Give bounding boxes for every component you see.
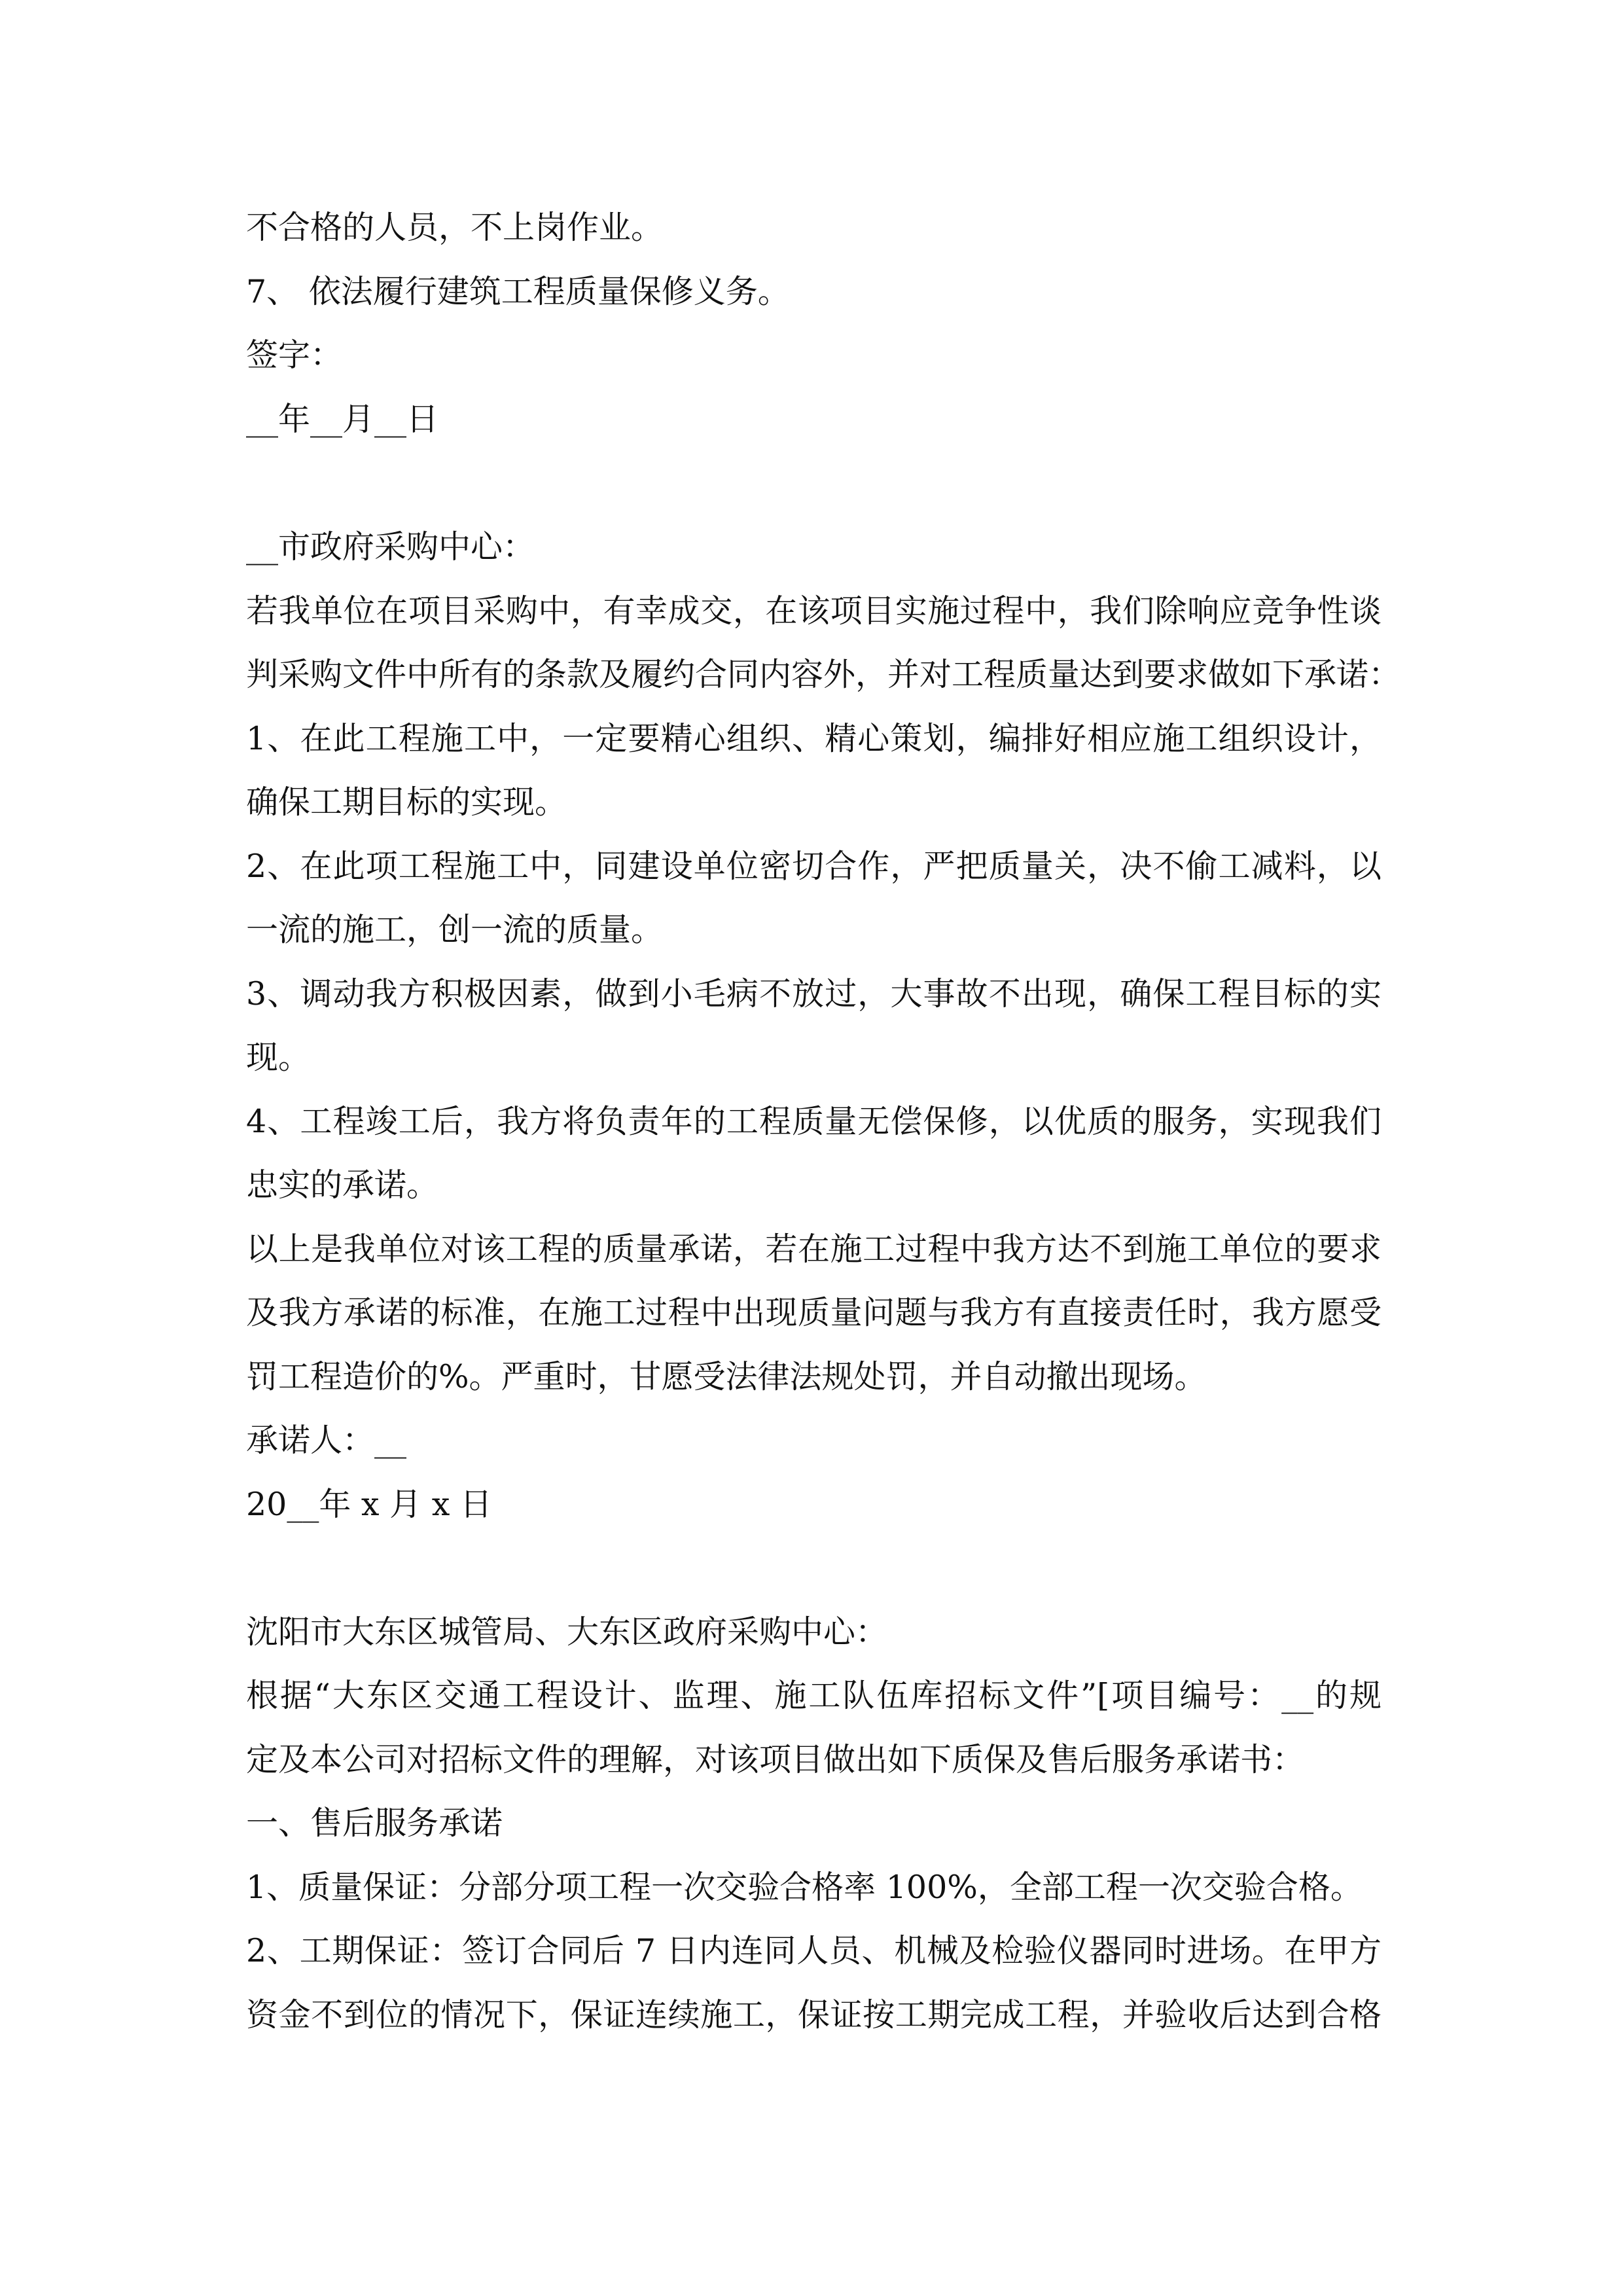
text-line-11: 一流的施工，创一流的质量。 [246,911,664,948]
text-line-17: 及我方承诺的标准，在施工过程中出现质量问题与我方有直接责任时，我方愿受 [246,1294,1382,1331]
text-line-24: 一、售后服务承诺 [246,1804,503,1842]
text-line-2: 7、 依法履行建筑工程质量保修义务。 [246,273,790,310]
text-line-5: __市政府采购中心： [246,528,535,565]
text-line-10: 2、在此项工程施工中，同建设单位密切合作，严把质量关，决不偷工减料，以 [246,848,1382,885]
text-line-26: 2、工期保证：签订合同后 7 日内连同人员、机械及检验仪器同时进场。在甲方 [246,1932,1382,1969]
text-line-7: 判采购文件中所有的条款及履约合同内容外，并对工程质量达到要求做如下承诺： [246,656,1401,693]
text-line-9: 确保工期目标的实现。 [246,783,567,821]
text-line-6: 若我单位在项目采购中，有幸成交，在该项目实施过程中，我们除响应竞争性谈 [246,592,1382,630]
text-line-4: __年__月__日 [246,401,439,438]
text-line-21: 沈阳市大东区城管局、大东区政府采购中心： [246,1613,888,1651]
text-line-18: 罚工程造价的%。严重时，甘愿受法律法规处罚，并自动撤出现场。 [246,1358,1207,1395]
text-line-14: 4、工程竣工后，我方将负责年的工程质量无偿保修，以优质的服务，实现我们 [246,1103,1382,1140]
text-line-20: 20__年 x 月 x 日 [246,1486,492,1523]
text-line-23: 定及本公司对招标文件的理解，对该项目做出如下质保及售后服务承诺书： [246,1741,1305,1778]
text-line-19: 承诺人：__ [246,1422,407,1459]
text-line-16: 以上是我单位对该工程的质量承诺，若在施工过程中我方达不到施工单位的要求 [246,1230,1382,1268]
text-line-3: 签字： [246,336,343,374]
text-line-13: 现。 [246,1039,311,1076]
text-line-1: 不合格的人员，不上岗作业。 [246,209,664,246]
text-line-8: 1、在此工程施工中，一定要精心组织、精心策划，编排好相应施工组织设计， [246,720,1382,757]
text-line-22: 根据“大东区交通工程设计、监理、施工队伍库招标文件”[项目编号：__的规 [246,1677,1382,1714]
text-line-27: 资金不到位的情况下，保证连续施工，保证按工期完成工程，并验收后达到合格 [246,1996,1382,2034]
text-line-12: 3、调动我方积极因素，做到小毛病不放过，大事故不出现，确保工程目标的实 [246,975,1382,1013]
text-line-25: 1、质量保证：分部分项工程一次交验合格率 100%，全部工程一次交验合格。 [246,1869,1363,1906]
text-line-15: 忠实的承诺。 [246,1166,439,1204]
